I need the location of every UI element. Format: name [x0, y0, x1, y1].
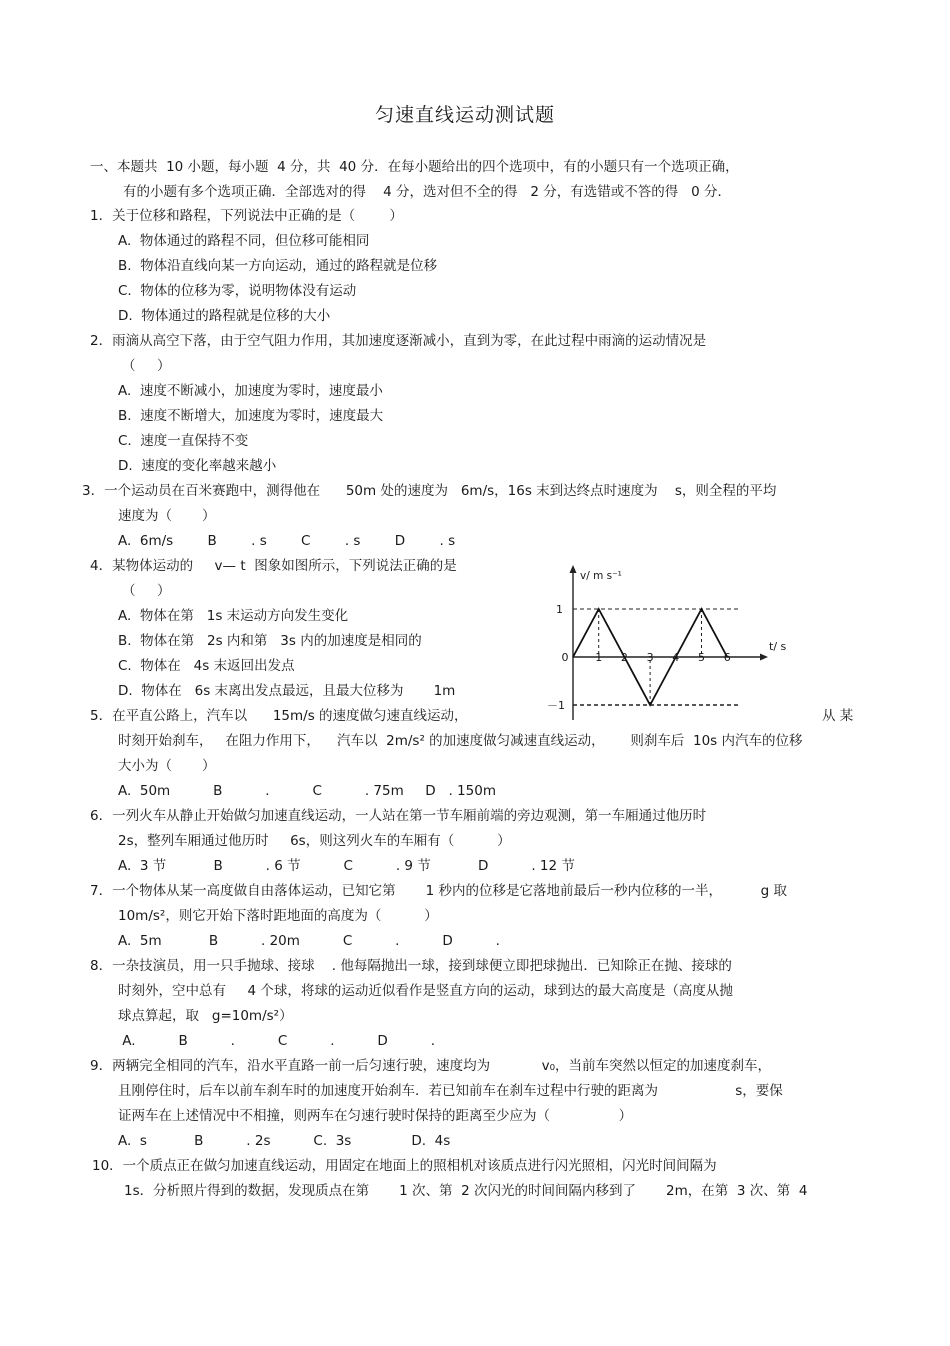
question-9-stem: 9．两辆完全相同的汽车，沿水平直路一前一后匀速行驶，速度均为 v₀，当前车突然以恒定的加速度刹车， [90, 1058, 771, 1074]
question-4-option-a: A. 物体在第 1s 末运动方向发生变化 [118, 608, 349, 624]
question-3-options: A. 6m/s B . s C . s D . s [118, 533, 456, 549]
question-2-stem-cont: （ ） [122, 358, 171, 374]
y-tick-label-max: 1 [556, 603, 563, 616]
x-tick-label-3: 3 [646, 651, 654, 664]
page-title: 匀速直线运动测试题 [374, 104, 555, 126]
question-10-stem-cont: 1s．分析照片得到的数据，发现质点在第 1 次、第 2 次闪光的时间间隔内移到了 2m，在第 3 次、第 4 [124, 1183, 808, 1199]
question-4-option-c: C. 物体在 4s 末返回出发点 [118, 658, 295, 674]
y-axis-label: v/ m s⁻¹ [580, 570, 622, 582]
x-tick-label-2: 2 [620, 651, 628, 664]
vt-graph [540, 560, 800, 725]
y-tick-label-min: －1 [547, 699, 565, 712]
question-10-stem: 10．一个质点正在做匀加速直线运动，用固定在地面上的照相机对该质点进行闪光照相，闪光时间间隔为 [92, 1158, 717, 1174]
question-8-options: A. B . C . D . [118, 1033, 436, 1049]
section-instructions-line2: 有的小题有多个选项正确．全部选对的得 4 分，选对但不全的得 2 分，有选错或不答的得 0 分． [123, 184, 732, 200]
question-1-option-c: C. 物体的位移为零，说明物体没有运动 [118, 283, 357, 299]
question-8-stem: 8．一杂技演员，用一只手抛球、接球 . 他每隔抛出一球，接到球便立即把球抛出．已知除正在抛、接球的 [90, 958, 732, 974]
section-instructions-line1: 一、本题共 10 小题，每小题 4 分，共 40 分．在每小题给出的四个选项中，有的小题只有一个选项正确， [90, 159, 739, 175]
question-9-options: A. s B . 2s C. 3s D. 4s [118, 1133, 451, 1149]
question-4-option-b: B. 物体在第 2s 内和第 3s 内的加速度是相同的 [118, 633, 422, 649]
x-tick-label-6: 6 [723, 651, 731, 664]
question-6-options: A. 3 节 B . 6 节 C . 9 节 D . 12 节 [118, 858, 575, 874]
question-1-stem: 1．关于位移和路程，下列说法中正确的是（ ） [90, 208, 403, 224]
question-7-stem: 7．一个物体从某一高度做自由落体运动，已知它第 1 秒内的位移是它落地前最后一秒内位移的一半， g 取 [90, 883, 787, 899]
question-6-stem: 6．一列火车从静止开始做匀加速直线运动，一人站在第一节车厢前端的旁边观测，第一车厢通过他历时 [90, 808, 707, 824]
x-tick-label-0: 0 [561, 651, 569, 664]
x-tick-label-1: 1 [595, 651, 603, 664]
question-9-stem-cont: 且刚停住时，后车以前车刹车时的加速度开始刹车．若已知前车在刹车过程中行驶的距离为 s，要保 [118, 1083, 783, 1099]
question-2-option-b: B. 速度不断增大，加速度为零时，速度最大 [118, 408, 384, 424]
y-axis-arrow [570, 565, 577, 573]
question-2-option-a: A. 速度不断减小，加速度为零时，速度最小 [118, 383, 383, 399]
question-5-stem-cont: 时刻开始刹车， 在阻力作用下， 汽车以 2m/s² 的加速度做匀减速直线运动， 则刹车后 10s 内汽车的位移 [118, 733, 803, 749]
question-9-stem-cont2: 证两车在上述情况中不相撞，则两车在匀速行驶时保持的距离至少应为（ ） [118, 1108, 633, 1124]
question-7-options: A. 5m B . 20m C . D . [118, 933, 500, 949]
x-axis-label: t/ s [769, 640, 787, 653]
question-2-option-c: C. 速度一直保持不变 [118, 433, 249, 449]
x-axis-arrow [760, 654, 768, 661]
question-5-stem-right: 从 某 [822, 708, 854, 724]
question-1-option-b: B. 物体沿直线向某一方向运动，通过的路程就是位移 [118, 258, 438, 274]
question-4-stem-cont: （ ） [122, 583, 171, 599]
question-3-stem-cont: 速度为（ ） [118, 508, 216, 524]
question-8-stem-cont2: 球点算起，取 g=10m/s²） [118, 1008, 293, 1024]
question-2-option-d: D. 速度的变化率越来越小 [118, 458, 277, 474]
question-4-option-d: D. 物体在 6s 末离出发点最远，且最大位移为 1m [118, 683, 456, 699]
question-1-option-d: D. 物体通过的路程就是位移的大小 [118, 308, 331, 324]
question-5-options: A. 50m B . C . 75m D . 150m [118, 783, 496, 799]
question-3-stem: 3．一个运动员在百米赛跑中，测得他在 50m 处的速度为 6m/s，16s 末到达终点时速度为 s，则全程的平均 [82, 483, 777, 499]
x-tick-label-5: 5 [698, 651, 705, 664]
question-2-stem: 2．雨滴从高空下落，由于空气阻力作用，其加速度逐渐减小，直到为零，在此过程中雨滴的运动情况是 [90, 333, 707, 349]
question-7-stem-cont: 10m/s²，则它开始下落时距地面的高度为（ ） [118, 908, 438, 924]
question-8-stem-cont: 时刻外，空中总有 4 个球，将球的运动近似看作是竖直方向的运动，球到达的最大高度是（高度从抛 [118, 983, 733, 999]
question-5-stem: 5．在平直公路上，汽车以 15m/s 的速度做匀速直线运动， [90, 708, 468, 724]
question-1-option-a: A. 物体通过的路程不同，但位移可能相同 [118, 233, 370, 249]
question-6-stem-cont: 2s，整列车厢通过他历时 6s，则这列火车的车厢有（ ） [118, 833, 511, 849]
question-5-stem-cont2: 大小为（ ） [118, 758, 216, 774]
question-4-stem: 4．某物体运动的 v— t 图象如图所示，下列说法正确的是 [90, 558, 457, 574]
x-tick-label-4: 4 [672, 651, 680, 664]
